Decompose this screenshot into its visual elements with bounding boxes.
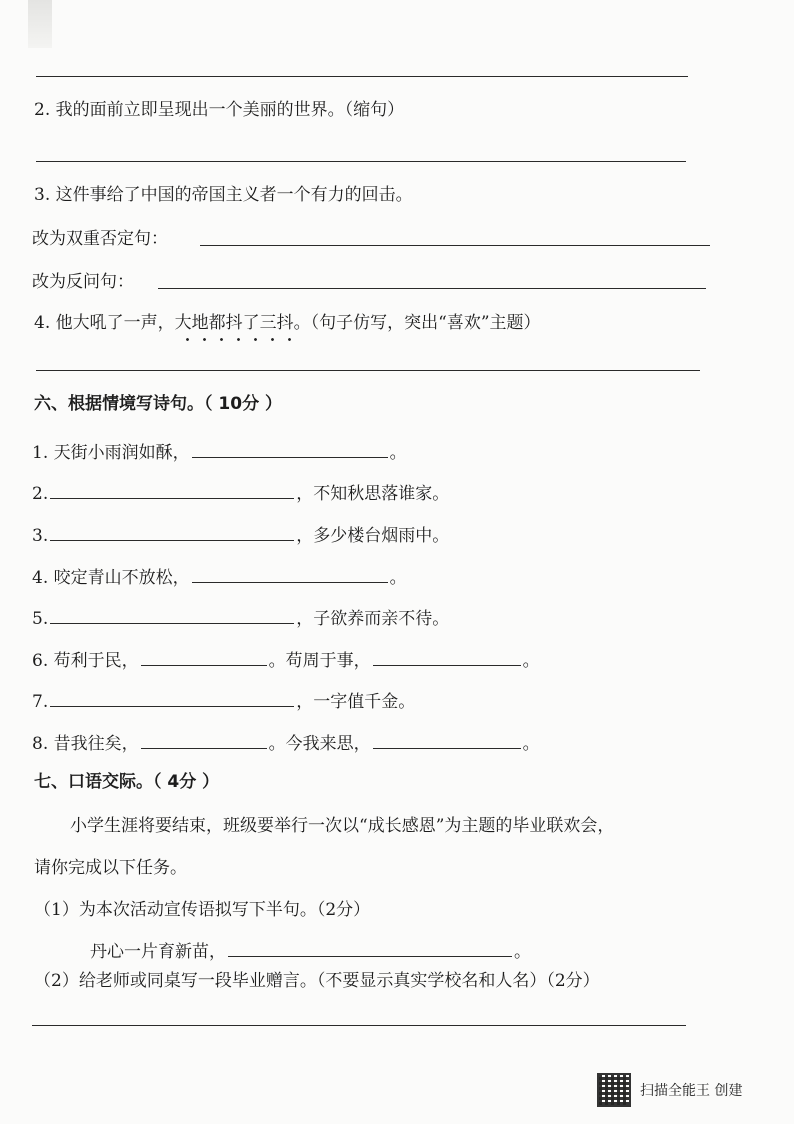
poem-1-blank[interactable] xyxy=(192,441,388,458)
poem-5-suffix: ，子欲养而亲不待。 xyxy=(296,609,450,629)
poem-6-part-b: 。苟周于事， xyxy=(268,651,371,671)
question-5-4 xyxy=(34,312,541,334)
poem-line-1 xyxy=(32,441,407,464)
poem-5-blank[interactable] xyxy=(50,607,294,624)
poem-6-part-c: 。 xyxy=(522,651,540,671)
poem-3-prefix: 3. xyxy=(32,526,49,546)
scan-corner-mark xyxy=(28,0,52,48)
poem-2-prefix: 2. xyxy=(32,484,49,504)
question-5-4-prefix: 4. 他大吼了一声， xyxy=(34,313,175,333)
poem-8-part-a: 8. 昔我往矣， xyxy=(32,734,139,754)
task-1-answer-line xyxy=(90,940,531,963)
task-1-blank[interactable] xyxy=(228,940,512,957)
poem-line-8 xyxy=(32,732,540,755)
section-7-intro-line-1: 小学生涯将要结束，班级要举行一次以“成长感恩”为主题的毕业联欢会， xyxy=(70,816,615,836)
poem-3-suffix: ，多少楼台烟雨中。 xyxy=(296,526,450,546)
poem-8-blank-1[interactable] xyxy=(141,732,267,749)
poem-line-4 xyxy=(32,566,407,589)
poem-line-7 xyxy=(32,690,415,713)
qr-code-icon xyxy=(597,1073,631,1107)
poem-8-part-b: 。今我来思， xyxy=(268,734,371,754)
answer-line-q3a xyxy=(200,245,710,246)
answer-line-q3b xyxy=(158,288,706,289)
poem-4-prefix: 4. 咬定青山不放松， xyxy=(32,568,190,588)
poem-8-part-c: 。 xyxy=(522,734,540,754)
poem-6-part-a: 6. 苟利于民， xyxy=(32,651,139,671)
poem-line-6 xyxy=(32,649,540,672)
poem-7-prefix: 7. xyxy=(32,692,49,712)
poem-6-blank-1[interactable] xyxy=(141,649,267,666)
task-2: （2）给老师或同桌写一段毕业赠言。（不要显示真实学校名和人名）（2分） xyxy=(34,971,600,991)
scanner-watermark: 扫描全能王 创建 xyxy=(640,1083,743,1099)
task-1-prefix: 丹心一片育新苗， xyxy=(90,942,226,962)
answer-line-q4 xyxy=(36,370,700,371)
poem-4-suffix: 。 xyxy=(389,568,407,588)
poem-1-suffix: 。 xyxy=(389,443,407,463)
poem-6-blank-2[interactable] xyxy=(373,649,521,666)
poem-1-prefix: 1. 天街小雨润如酥， xyxy=(32,443,190,463)
poem-7-suffix: ，一字值千金。 xyxy=(296,692,416,712)
poem-2-suffix: ，不知秋思落谁家。 xyxy=(296,484,450,504)
section-6-title: 六、根据情境写诗句。（ 10分 ） xyxy=(34,394,282,414)
dotted-emphasis: 大地都抖了三抖 xyxy=(174,313,294,333)
section-7-title: 七、口语交际。（ 4分 ） xyxy=(34,772,220,792)
section-7-intro-line-2: 请你完成以下任务。 xyxy=(34,858,187,878)
answer-line-q2 xyxy=(36,161,686,162)
question-5-3b-label: 改为反问句： xyxy=(32,272,134,292)
poem-line-2 xyxy=(32,482,449,505)
poem-8-blank-2[interactable] xyxy=(373,732,521,749)
poem-line-3 xyxy=(32,524,449,547)
poem-3-blank[interactable] xyxy=(50,524,294,541)
poem-4-blank[interactable] xyxy=(192,566,388,583)
answer-line-q1 xyxy=(36,76,688,77)
question-5-4-suffix: 。（句子仿写，突出“喜欢”主题） xyxy=(293,313,541,333)
poem-2-blank[interactable] xyxy=(50,482,294,499)
poem-line-5 xyxy=(32,607,449,630)
question-5-2: 2. 我的面前立即呈现出一个美丽的世界。（缩句） xyxy=(34,100,405,120)
poem-5-prefix: 5. xyxy=(32,609,49,629)
poem-7-blank[interactable] xyxy=(50,690,294,707)
question-5-3a-label: 改为双重否定句： xyxy=(32,229,168,249)
answer-line-task-2 xyxy=(32,1025,686,1026)
question-5-3: 3. 这件事给了中国的帝国主义者一个有力的回击。 xyxy=(34,185,413,205)
task-1-suffix: 。 xyxy=(514,942,531,962)
task-1: （1）为本次活动宣传语拟写下半句。（2分） xyxy=(34,900,371,920)
